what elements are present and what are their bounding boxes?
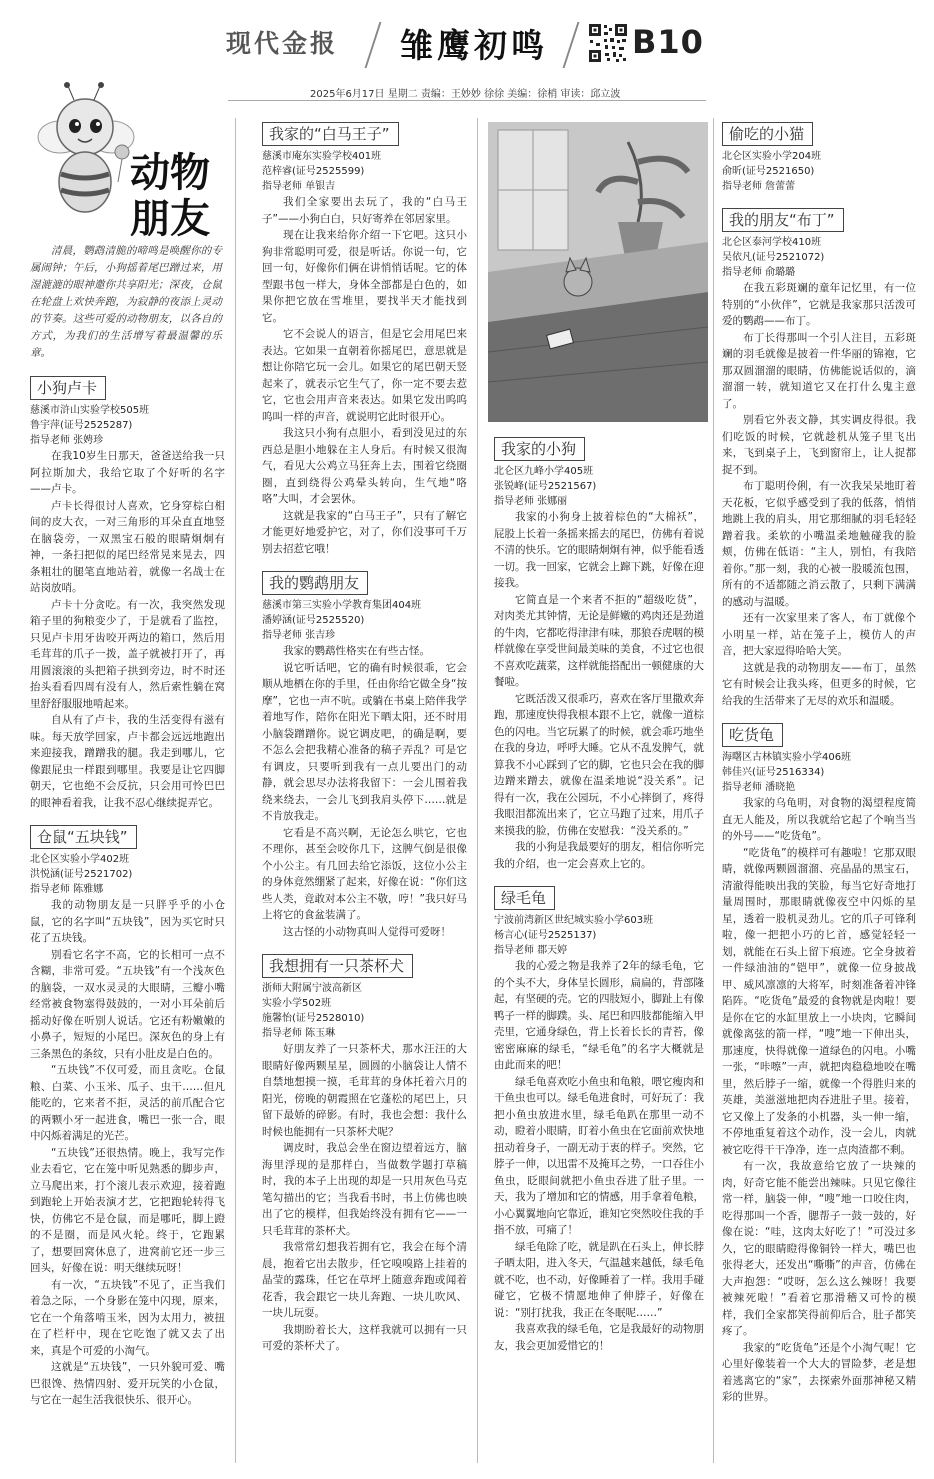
article-teacher: 指导老师 潘晓艳 <box>722 782 796 793</box>
article-title: 我想拥有一只茶杯犬 <box>262 954 413 978</box>
column-1 <box>30 372 225 1467</box>
article-paragraph: 这就是我家的“白马王子”，只有了解它才能更好地爱护它，对了，你们没事可千万别去招惹它哦！ <box>262 509 467 555</box>
masthead-rule <box>228 100 706 101</box>
article-author: 范梓睿(证号2525599) <box>262 166 365 177</box>
article-title: 我的朋友“布丁” <box>722 208 844 232</box>
article-paragraph: 我期盼着长大，这样我就可以拥有一只可爱的茶杯犬了。 <box>262 1323 467 1352</box>
article-school: 慈溪市浒山实验学校505班 <box>30 405 150 416</box>
feature-intro <box>30 243 222 362</box>
article-teacher: 指导老师 单银吉 <box>262 181 336 192</box>
article-chihuo-gui <box>722 719 916 1406</box>
article-author: 洪悦涵(证号2521702) <box>30 869 133 880</box>
article-teacher: 指导老师 陈雅娜 <box>30 884 104 895</box>
column-4 <box>722 118 916 1467</box>
article-title: 我的鹦鹉朋友 <box>262 571 368 595</box>
article-paragraph: 我们全家要出去玩了，我的“白马王子”——小狗白白，只好寄养在邻居家里。 <box>262 196 467 225</box>
column-2 <box>262 118 467 1467</box>
dateline: 2025年6月17日 星期二 责编：王妙妙 徐徐 美编：徐梢 审读：邱立波 <box>310 89 621 100</box>
article-paragraph: 布丁长得那叫一个引人注目，五彩斑斓的羽毛就像是披着一件华丽的锦袍，它那双圆溜溜的眼睛，仿佛能说话似的，滴溜溜一转，就知道它又在打什么鬼主意了。 <box>722 331 916 410</box>
article-paragraph: 它看是不高兴啊，无论怎么哄它，它也不理你，甚至会咬你几下，这脾气倒是很像个小公主。有几回去给它添饭，这位小公主的身体竟然绷紧了起来，好像在说：“你们这些人类，竟敢对本公主不敬，哼！”我只好马上将它的食盆装满了。 <box>262 826 467 921</box>
article-paragraph: 在我10岁生日那天，爸爸送给我一只阿拉斯加犬，我给它取了个好听的名字——卢卡。 <box>30 450 225 495</box>
article-baima-wangzi <box>262 118 467 557</box>
article-paragraph: 绿毛龟除了吃，就是趴在石头上，伸长脖子晒太阳，进入冬天，气温越来越低，绿毛龟就不吃，也不动，好像睡着了一样。我用手碰碰它，它极不情愿地伸了伸脖子，好像在说：“别打扰我，我正在冬眠呢……” <box>494 1240 704 1319</box>
article-school: 海曙区古林镇实验小学406班 <box>722 752 852 763</box>
article-paragraph: 我家的乌龟明，对食物的渴望程度简直无人能及，所以我就给它起了个响当当的外号——“吃货龟”。 <box>722 797 916 842</box>
article-paragraph: 我这只小狗有点胆小，看到没见过的东西总是胆小地躲在主人身后。有时候又很淘气，看见大公鸡立马狂奔上去，围着它绕圈圈，直到绕得公鸡晕头转向，生气地“咯咯”大叫，才会罢休。 <box>262 427 467 505</box>
article-paragraph: 这古怪的小动物真叫人觉得可爱呀！ <box>283 925 451 938</box>
article-wojia-xiaogou <box>494 433 704 872</box>
article-paragraph: 说它听话吧，它的确有时候很乖，它会顺从地栖在你的手里，任由你给它做全身“按摩”，它也一声不吭。或躺在书桌上陪伴我学着地写作，陪你在阳光下晒太阳，还不时用小脑袋蹭蹭你。说它调皮吧，的确是啊，要不怎么会把我精心准备的稿子弄乱？可是它有调皮，只要听到我有一点儿要出门的动静，就会思尽办法将我留下：一会儿围着我绕来绕去，一会儿飞到我肩头停下……就是不肯放我走。 <box>262 661 467 822</box>
article-author: 俞昕(证号2521650) <box>722 166 815 177</box>
qr-code-icon[interactable] <box>588 23 628 63</box>
article-yingwu-pengyou <box>262 567 467 940</box>
section-name: 雏鹰初鸣 <box>400 26 548 65</box>
article-chabei-quan <box>262 950 467 1355</box>
masthead-divider <box>365 22 382 68</box>
article-school: 北仑区泰河学校410班 <box>722 237 822 248</box>
bee-illustration <box>30 82 140 222</box>
article-paragraph: 我家的鹦鹉性格实在有些古怪。 <box>283 645 430 657</box>
article-paragraph: 我的小狗是我最要好的朋友，相信你听完我的介绍，也一定会喜欢上它的。 <box>494 841 704 870</box>
article-teacher: 指导老师 陈玉琳 <box>262 1028 336 1039</box>
article-paragraph: 这就是我的动物朋友——布丁，虽然它有时候会让我头疼，但更多的时候，它给我的生活带来了无尽的欢乐和温暖。 <box>722 661 916 707</box>
feature-title-line1: 动物 <box>130 149 210 196</box>
article-school: 北仑区实验小学402班 <box>30 854 130 865</box>
article-paragraph: 好朋友养了一只茶杯犬，那水汪汪的大眼睛好像两颗星星，圆圆的小脑袋让人情不自禁地想摸一摸，毛茸茸的身体托着六月的阳光，傍晚的朝霞照在它蓬松的尾巴上，只留下最娇的碎影。有时，我也会想：我什么时候也能拥有一只茶杯犬呢？ <box>262 1043 467 1138</box>
article-title: 吃货龟 <box>722 723 783 747</box>
masthead-divider <box>563 22 580 68</box>
article-title: 偷吃的小猫 <box>722 122 813 146</box>
column-3 <box>494 433 704 1467</box>
article-paragraph: 它简直是一个来者不拒的“超级吃货”，对肉类尤其钟情，无论是鲜嫩的鸡肉还是劲道的牛肉，它都吃得津津有味，那狼吞虎咽的模样就像在享受世间最美味的美食，不过它也很不喜欢吃蔬菜，这样就能搭配出一顿健康的大餐啦。 <box>494 593 704 688</box>
article-paragraph: 我家的“吃货龟”还是个小淘气呢！它心里好像装着一个大大的冒险梦，老是想着逃离它的“家”，去探索外面那神秘又精彩的世界。 <box>722 1341 916 1403</box>
article-paragraph: 有一次，“五块钱”不见了，正当我们着急之际，一个身影在笼中闪现，原来，它在一个角落啃玉米，因为太用力，被扭在了栏杆中，现在它吃饱了就又去了出来，真是个可爱的小淘气。 <box>30 1278 225 1357</box>
article-paragraph: 有一次，我故意给它放了一块辣的肉，好奇它能不能尝出辣味。只见它像往常一样，脑袋一伸，“嗖”地一口咬住肉，吃得那叫一个香，腮帮子一鼓一鼓的，好像在说：“哇，这肉太好吃了！”可没过多久，它的眼睛瞪得像铜铃一样大，嘴巴也张得老大，还发出“嘶嘶”的声音，仿佛在大声抱怨：“哎呀，怎么这么辣呀！我要被辣死啦！”看着它那滑稽又可怜的模样，我们全家都笑得前仰后合，肚子都笑疼了。 <box>722 1160 916 1337</box>
article-paragraph: 现在让我来给你介绍一下它吧。这只小狗非常聪明可爱，很是听话。你说一句，它回一句，好像你们俩在讲悄悄话呢。它的体型跟书包一样大，身体全部都是白色的，如果你把它放在雪堆里，要找半天才能找到它。 <box>262 229 467 324</box>
article-author: 潘婷涵(证号2525520) <box>262 615 365 626</box>
article-paragraph: 我的动物朋友是一只胖乎乎的小仓鼠，它的名字叫“五块钱”，因为买它时只花了五块钱。 <box>30 899 225 944</box>
article-buding <box>722 204 916 709</box>
article-paragraph: 还有一次家里来了客人，布丁就像个小明星一样，站在笼子上，模仿人的声音，把大家逗得哈哈大笑。 <box>722 612 916 657</box>
article-teacher: 指导老师 詹蕾蕾 <box>722 181 796 192</box>
article-school: 慈溪市第三实验小学教育集团404班 <box>262 600 422 611</box>
article-xiaogou-luka <box>30 372 225 811</box>
feature-title <box>130 150 220 242</box>
article-title: 我家的小狗 <box>494 437 585 461</box>
article-paragraph: “五块钱”还很热情。晚上，我写完作业去看它，它在笼中听见熟悉的脚步声，立马爬出来，打个滚儿表示欢迎，接着跑到跑轮上开始表演才艺，它把跑轮转得飞快，仿佛它不是仓鼠，而是哪吒，脚上蹬的不是圈，而是风火轮。终于，它跑累了，想要回窝休息了，进窝前它还一步三回头，好像在说：明天继续玩呀！ <box>30 1146 225 1274</box>
article-school: 北仑区实验小学204班 <box>722 151 822 162</box>
article-school: 浙师大附属宁波高新区 <box>262 983 362 994</box>
article-author: 吴依凡(证号2521072) <box>722 252 825 263</box>
article-author: 杨言心(证号2525137) <box>494 930 597 941</box>
article-teacher: 指导老师 张吉珍 <box>262 630 336 641</box>
article-paragraph: 别看它外表文静，其实调皮得很。我们吃饭的时候，它就趁机从笼子里飞出来，飞到桌子上，飞到窗帘上，让人捉都捉不到。 <box>722 414 916 476</box>
article-lvmao-gui <box>494 882 704 1354</box>
article-paragraph: 卢卡十分贪吃。有一次，我突然发现箱子里的狗粮变少了，于是就看了监控，只见卢卡用牙齿咬开两边的箱口，然后用毛茸茸的爪子一拨，盖子就被打开了，再用圆滚滚的头把箱子拱到旁边，时不时还抬头看看四周有没有人，然后索性躺在窝里舒舒服服地啃起来。 <box>30 598 225 710</box>
article-author: 施馨怡(证号2528010) <box>262 1013 365 1024</box>
article-paragraph: 我喜欢我的绿毛龟，它是我最好的动物朋友，我会更加爱惜它的！ <box>494 1323 704 1352</box>
article-paragraph: 它既活泼又很乖巧，喜欢在客厅里撒欢奔跑，那速度快得我根本跟不上它，就像一道棕色的闪电。当它玩累了的时候，就会乖巧地坐在我的身边，呼呼大睡。它从不乱发脾气，就算我不小心踩到了它的脚，它也只会在我的脚边蹭来蹭去，就像在温柔地说“没关系”。记得有一次，我在公园玩，不小心摔倒了，疼得我眼泪都流出来了，它立马跑了过来，用爪子来摸我的脸，仿佛在安慰我：“没关系的。” <box>494 692 704 837</box>
article-paragraph: 我家的小狗身上披着棕色的“大棉袄”，屁股上长着一条摇来摇去的尾巴，仿佛有着说不清的快乐。它的眼睛炯炯有神，似乎能看透一切。我一回家，它就会上蹿下跳，好像在迎接我。 <box>494 511 704 589</box>
article-paragraph: 调皮时，我总会坐在窗边望着远方，脑海里浮现的是那样白，当做数学题打草稿时，我的本子上出现的却是一只用灰色马克笔勾描出的它；当我看书时，书上仿佛也映出了它的模样，但我始终没有拥有它——一只毛茸茸的茶杯犬。 <box>262 1142 467 1237</box>
article-author: 鲁宇萍(证号2525287) <box>30 420 133 431</box>
article-teacher: 指导老师 张娜丽 <box>494 496 568 507</box>
cat-drawing-illustration <box>488 122 708 422</box>
article-school-line2: 实验小学502班 <box>262 998 332 1009</box>
paper-name: 现代金报 <box>226 29 339 58</box>
article-school: 北仑区九峰小学405班 <box>494 466 594 477</box>
column-divider <box>713 118 714 1463</box>
article-paragraph: 我的心爱之物是我养了2年的绿毛龟，它的个头不大，身体呈长圆形，扁扁的，背部隆起，有坚硬的壳。它的四肢短小，脚趾上有像鸭子一样的脚蹼。头、尾巴和四肢都能缩入甲壳里，它通身绿色，背上长着长长的青苔，像密密麻麻的绿毛，“绿毛龟”的名字大概就是由此而来的吧！ <box>494 960 704 1071</box>
article-teacher: 指导老师 俞璐璐 <box>722 267 796 278</box>
article-paragraph: 布丁聪明伶俐，有一次我呆呆地盯着天花板，它似乎感受到了我的低落，悄悄地跳上我的肩头，用它那细腻的羽毛轻轻蹭着我。柔软的小嘴温柔地触碰我的脸颊，仿佛在低语：“主人，别怕，有我陪着你。”那一刻，我的心被一股暖流包围，所有的不适都随之消云散了，只剩下满满的感动与温暖。 <box>722 480 916 608</box>
article-paragraph: “吃货龟”的模样可有趣啦！它那双眼睛，就像两颗圆溜溜、亮晶晶的黑宝石，清澈得能映出我的笑脸，每当它好奇地打量周围时，那眼睛就像夜空中闪烁的星星，透着一股机灵劲儿。它的爪子可锋利啦，像一把把小巧的匕首，感觉轻轻一划，就能在石头上留下痕迹。它全身披着一件绿油油的“铠甲”，就像一位身披战甲、威风凛凛的大将军，时刻准备着冲锋陷阵。“吃货龟”最爱的食物就是肉啦！要是你在它的水缸里放上一小块肉，它瞬间就像离弦的箭一样，“嗖”地一下伸出头，那速度，快得就像一道绿色的闪电。小嘴一张，“咔嚓”一声，就把肉稳稳地咬在嘴里，然后脖子一缩，就像一个得胜归来的英雄，美滋滋地把肉吞进肚子里。接着，它又像上了发条的小机器，头一伸一缩，不停地重复着这个动作，没一会儿，肉就被它吃得干干净净，连一点肉渣都不剩。 <box>722 846 916 1156</box>
column-divider <box>235 118 236 1463</box>
article-paragraph: 自从有了卢卡，我的生活变得有滋有味。每天放学回家，卢卡都会远远地跑出来迎接我，蹭蹭我的腿。我走到哪儿，它像跟屁虫一样跟到哪里。我要是让它四脚朝天，它也绝不会反抗，只会用可怜巴巴的眼神看着我，让我不忍心继续捉弄它。 <box>30 714 225 809</box>
article-paragraph: 它不会说人的语言，但是它会用尾巴来表达。它如果一直朝着你摇尾巴，意思就是想让你陪它玩一会儿。如果它的尾巴朝天竖起来了，就表示它生气了，你一定不要去惹它，它也会用声音来表达。如果它发出呜呜呜叫一样的声音，就说明它此时很开心。 <box>262 328 467 423</box>
article-paragraph: 我常常幻想我若拥有它，我会在每个清晨，抱着它出去散步，任它嗅嗅路上挂着的晶莹的露珠，任它在草坪上随意奔跑或闻着花香，我会跟它一块儿奔跑、一块儿吹风、一块儿玩耍。 <box>262 1241 467 1319</box>
article-paragraph: 在我五彩斑斓的童年记忆里，有一位特别的“小伙伴”，它就是我家那只活泼可爱的鹦鹉——布丁。 <box>722 282 916 327</box>
article-paragraph: “五块钱”不仅可爱，而且贪吃。仓鼠粮、白菜、小玉米、瓜子、虫干……但凡能吃的，它来者不拒，灵活的前爪配合它的两颗小牙一起进食，嘴巴一张一合，眼中闪烁着满足的光芒。 <box>30 1064 225 1142</box>
article-teacher: 指导老师 郡天婷 <box>494 945 568 956</box>
article-paragraph: 卢卡长得很讨人喜欢，它身穿棕白相间的皮大衣，一对三角形的耳朵直直地竖在脑袋旁，一双黑宝石般的眼睛炯炯有神，一条扫把似的尾巴经常晃来晃去，四条粗壮的腿笔直地站着，就像一名战士在站岗放哨。 <box>30 499 225 594</box>
intro-text: 清晨，鹦鹉清脆的啼鸣是唤醒你的专属闹钟；午后，小狗摇着尾巴蹭过来，用湿漉漉的眼神邀你共享阳光；深夜，仓鼠在轮盘上欢快奔跑，为寂静的夜添上灵动的节奏。这些可爱的动物朋友，以各自的方式，为我们的生活增写着最温馨的乐章。 <box>30 245 222 359</box>
article-paragraph: 别看它名字不高，它的长相可一点不含糊，非常可爱。“五块钱”有一个浅灰色的脑袋，一双水灵灵的大眼睛，三瓣小嘴经常被食物塞得鼓鼓的，一对小耳朵前后摇动好像在听别人说话。它还有粉嫩嫩的小鼻子，短短的小尾巴。深灰色的身上有三条黑色的条纹，只有小肚皮是白色的。 <box>30 948 225 1060</box>
article-title: 仓鼠“五块钱” <box>30 825 137 849</box>
article-school: 宁波前湾新区世纪城实验小学603班 <box>494 915 654 926</box>
article-touchi-xiaomao <box>722 118 916 194</box>
page-number: B10 <box>632 23 704 61</box>
column-divider <box>477 118 478 1463</box>
article-author: 张锐峰(证号2521567) <box>494 481 597 492</box>
article-school: 慈溪市庵东实验学校401班 <box>262 151 382 162</box>
article-title: 绿毛龟 <box>494 886 555 910</box>
article-title: 小狗卢卡 <box>30 376 106 400</box>
article-title: 我家的“白马王子” <box>262 122 399 146</box>
feature-title-line2: 朋友 <box>130 195 210 242</box>
article-paragraph: 这就是“五块钱”，一只外貌可爱、嘴巴很馋、热情四射、爱开玩笑的小仓鼠，与它在一起生活我很快乐、很开心。 <box>30 1361 225 1406</box>
article-paragraph: 绿毛龟喜欢吃小鱼虫和龟粮，喂它瘦肉和干鱼虫也可以。绿毛龟进食时，可好玩了：我把小鱼虫放进水里，绿毛龟趴在那里一动不动，瞪着小眼睛，盯着小鱼虫在它面前欢快地扭动着身子，一副无动于衷的样子。突然，它脖子一伸，以迅雷不及掩耳之势，一口吞住小鱼虫，眨眼间就把小鱼虫吞进了肚子里。一天，我为了增加和它的情感，用手拿着龟粮，小心翼翼地向它靠近，谁知它突然咬住我的手指不放，可痛了！ <box>494 1075 704 1236</box>
article-cangshu <box>30 821 225 1409</box>
article-teacher: 指导老师 张娉珍 <box>30 435 104 446</box>
article-author: 韩佳兴(证号2516334) <box>722 767 825 778</box>
